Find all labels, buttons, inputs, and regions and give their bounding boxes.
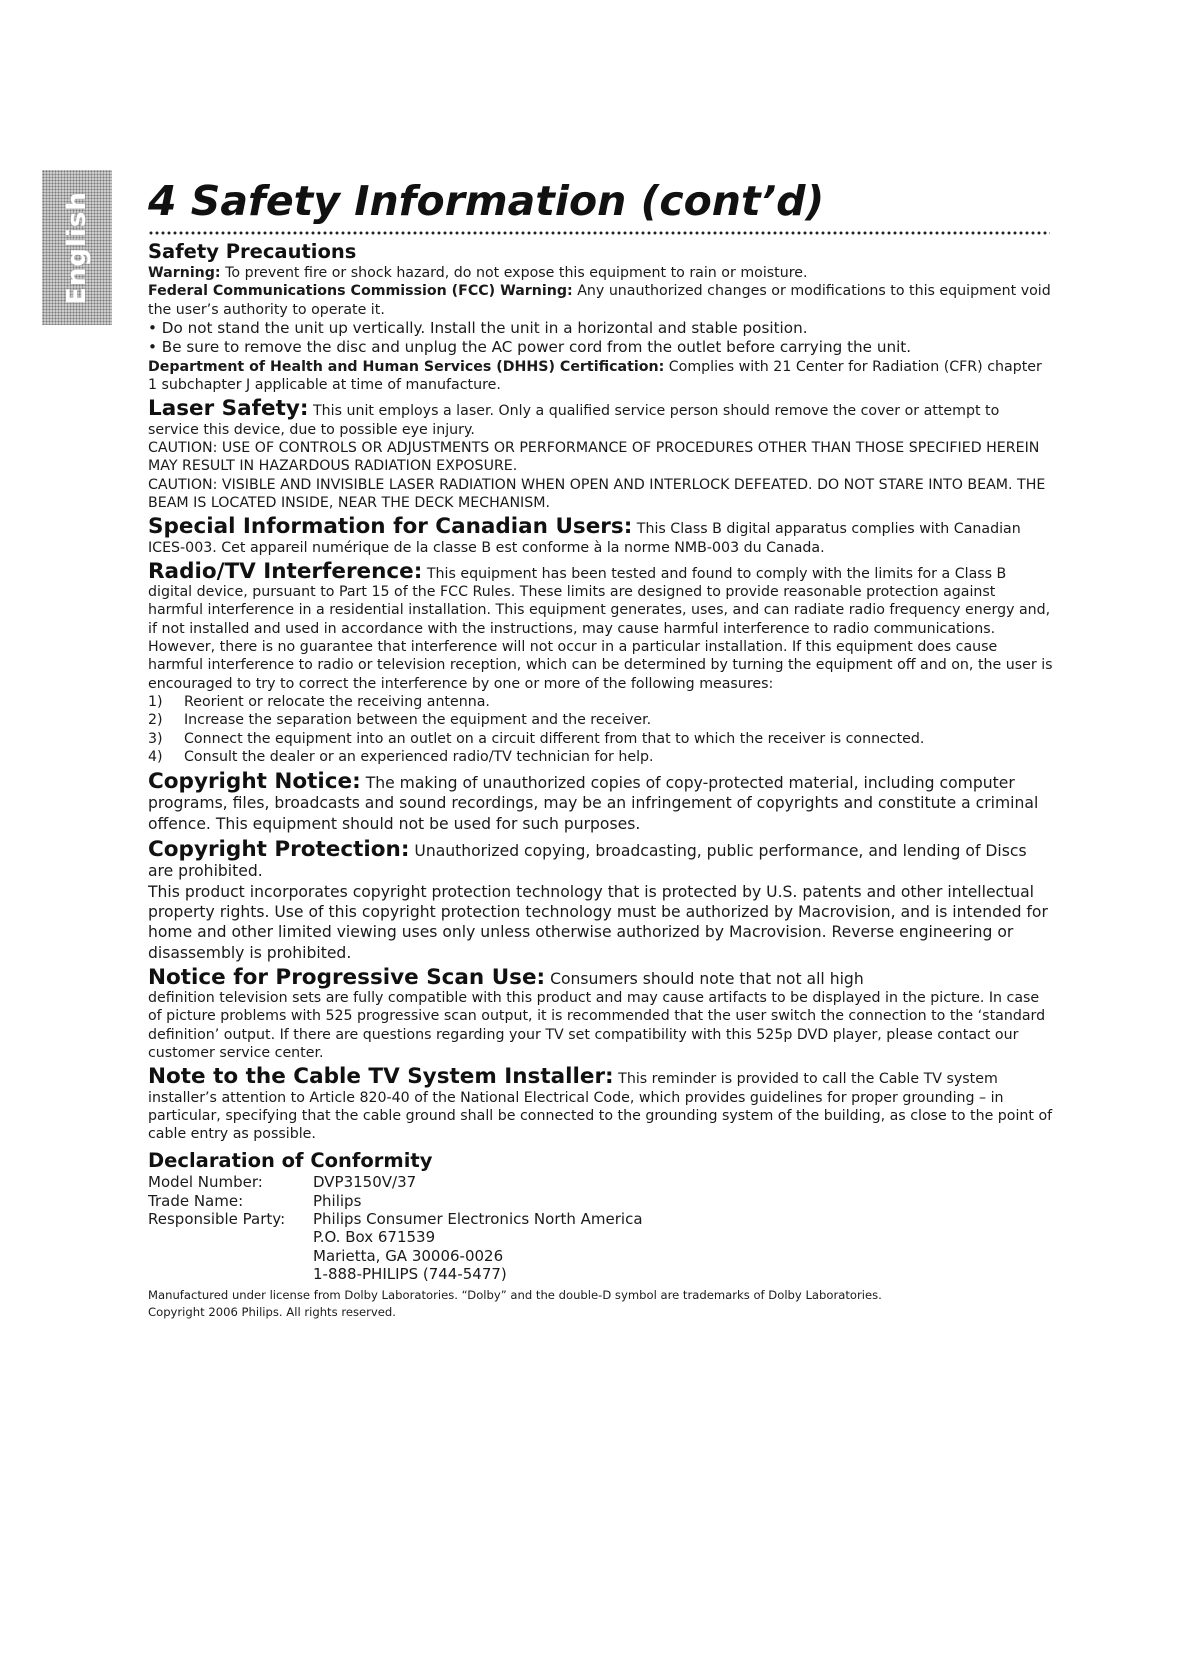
progressive-heading: Notice for Progressive Scan Use: [148, 964, 546, 990]
dhhs-text: Complies with 21 Center for Radiation (CFR) chapter 1 subchapter J applicable at time of manufacture. [148, 358, 1042, 394]
cable-tv-heading: Note to the Cable TV System Installer: [148, 1064, 614, 1090]
dolby-footnote: Manufactured under license from Dolby Laboratories. “Dolby” and the double-D symbol are trademarks of Dolby Laboratories. [148, 1288, 882, 1303]
declaration-label: Responsible Party: [148, 1210, 286, 1229]
warning-label: Warning: [148, 265, 221, 281]
laser-caution-1: CAUTION: USE OF CONTROLS OR ADJUSTMENTS OR PERFORMANCE OF PROCEDURES OTHER THAN THOSE SPECIFIED HEREIN MAY RESULT IN HAZARDOUS RADIATION EXPOSURE. [148, 440, 1040, 475]
bullet-item: • Be sure to remove the disc and unplug the AC power cord from the outlet before carrying the unit. [148, 338, 912, 357]
copyright-notice-paragraph [148, 769, 1053, 834]
copyright-protection-para: This product incorporates copyright protection technology that is protected by U.S. patents and other intellectual property rights. Use of this copyright protection technology must be authorized by Macrovision, and is intended for home and other limited viewing uses only unless otherwise authorized by Macrovision. Reverse engineering or disassembly is prohibited. [148, 882, 1048, 962]
progressive-paragraph [148, 964, 1053, 990]
dotted-divider [148, 230, 1050, 236]
dhhs-paragraph [148, 358, 1053, 395]
declaration-value: DVP3150V/37 [313, 1173, 417, 1192]
declaration-label [148, 1247, 313, 1265]
canadian-heading: Special Information for Canadian Users: [148, 514, 633, 540]
laser-safety-heading: Laser Safety: [148, 396, 309, 422]
cable-tv-text: This reminder is provided to call the Cable TV system installer’s attention to Article 820-40 of the National Electrical Code, which provides guidelines for proper grounding – in particular, specifying that the cable ground shall be connected to the grounding system of the building, as close to the point of cable entry as possible. [148, 1071, 1053, 1143]
declaration-value: P.O. Box 671539 [313, 1228, 436, 1247]
language-tab-label: English [62, 190, 92, 305]
list-item: 2) Increase the separation between the equipment and the receiver. [148, 712, 652, 729]
list-item: 3) Connect the equipment into an outlet on a circuit different from that to which the receiver is connected. [148, 730, 925, 747]
page-content [148, 240, 1053, 1320]
progressive-text: definition television sets are fully compatible with this product and may cause artifacts to be displayed in the picture. In case of picture problems with 525 progressive scan output, it is recommended that the user switch the connection to the ‘standard definition’ output. If there are questions regarding your TV set compatibility with this 525p DVD player, please contact our customer service center. [148, 990, 1046, 1061]
warning-paragraph [148, 264, 1053, 282]
canadian-text: This Class B digital apparatus complies with Canadian ICES-003. Cet appareil numérique de la classe B est conforme à la norme NMB-003 du Canada. [148, 521, 1021, 556]
page-title: 4 Safety Information (cont’d) [148, 177, 825, 225]
copyright-notice-heading: Copyright Notice: [148, 769, 361, 795]
dhhs-label: Department of Health and Human Services (DHHS) Certification: [148, 358, 665, 375]
fcc-text: Any unauthorized changes or modifications to this equipment void the user’s authority to operate it. [148, 283, 1051, 318]
language-tab [42, 170, 112, 325]
laser-safety-paragraph [148, 396, 1053, 439]
laser-safety-text: This unit employs a laser. Only a qualified service person should remove the cover or attempt to service this device, due to possible eye injury. [148, 403, 1000, 438]
laser-caution-2: CAUTION: VISIBLE AND INVISIBLE LASER RADIATION WHEN OPEN AND INTERLOCK DEFEATED. DO NOT STARE INTO BEAM. THE BEAM IS LOCATED INSIDE, NEAR THE DECK MECHANISM. [148, 476, 1046, 511]
declaration-value: 1-888-PHILIPS (744-5477) [313, 1264, 507, 1283]
declaration-label [148, 1228, 313, 1246]
cable-tv-paragraph [148, 1064, 1053, 1143]
declaration-value: Marietta, GA 30006-0026 [313, 1246, 504, 1265]
declaration-label: Trade Name: [148, 1191, 244, 1210]
copyright-protection-paragraph [148, 837, 1053, 882]
declaration-heading: Declaration of Conformity [148, 1149, 433, 1173]
declaration-label: Model Number: [148, 1173, 263, 1192]
fcc-paragraph [148, 282, 1053, 319]
copyright-protection-heading: Copyright Protection: [148, 837, 410, 863]
copyright-protection-text: Unauthorized copying, broadcasting, public performance, and lending of Discs are prohibited. [148, 842, 1027, 881]
declaration-value: Philips [313, 1191, 362, 1210]
declaration-label [148, 1265, 313, 1283]
warning-text: To prevent fire or shock hazard, do not expose this equipment to rain or moisture. [220, 265, 808, 281]
progressive-lead: Consumers should note that not all high [545, 969, 864, 988]
declaration-value: Philips Consumer Electronics North America [313, 1210, 643, 1229]
radio-tv-paragraph [148, 558, 1053, 693]
canadian-paragraph [148, 514, 1053, 557]
list-item: 1) Reorient or relocate the receiving antenna. [148, 693, 490, 710]
radio-tv-text: This equipment has been tested and found to comply with the limits for a Class B digital device, pursuant to Part 15 of the FCC Rules. These limits are designed to provide reasonable protection against harmful interference in a residential installation. This equipment generates, uses, and can radiate radio frequency energy and, if not installed and used in accordance with the instructions, may cause harmful interference to radio communications. However, there is no guarantee that interference will not occur in a particular installation. If this equipment does cause harmful interference to radio or television reception, which can be determined by turning the equipment off and on, the user is encouraged to try to correct the interference by one or more of the following measures: [148, 565, 1053, 692]
copyright-footnote: Copyright 2006 Philips. All rights reserved. [148, 1304, 396, 1319]
list-item: 4) Consult the dealer or an experienced radio/TV technician for help. [148, 748, 654, 765]
bullet-item: • Do not stand the unit up vertically. Install the unit in a horizontal and stable position. [148, 318, 808, 337]
radio-tv-heading: Radio/TV Interference: [148, 558, 423, 584]
fcc-label: Federal Communications Commission (FCC) Warning: [148, 283, 573, 300]
safety-precautions-heading: Safety Precautions [148, 240, 357, 263]
declaration-table [148, 1173, 1053, 1283]
copyright-notice-text: The making of unauthorized copies of copy-protected material, including computer programs, files, broadcasts and sound recordings, may be an infringement of copyrights and constitute a criminal offence. This equipment should not be used for such purposes. [148, 774, 1039, 833]
